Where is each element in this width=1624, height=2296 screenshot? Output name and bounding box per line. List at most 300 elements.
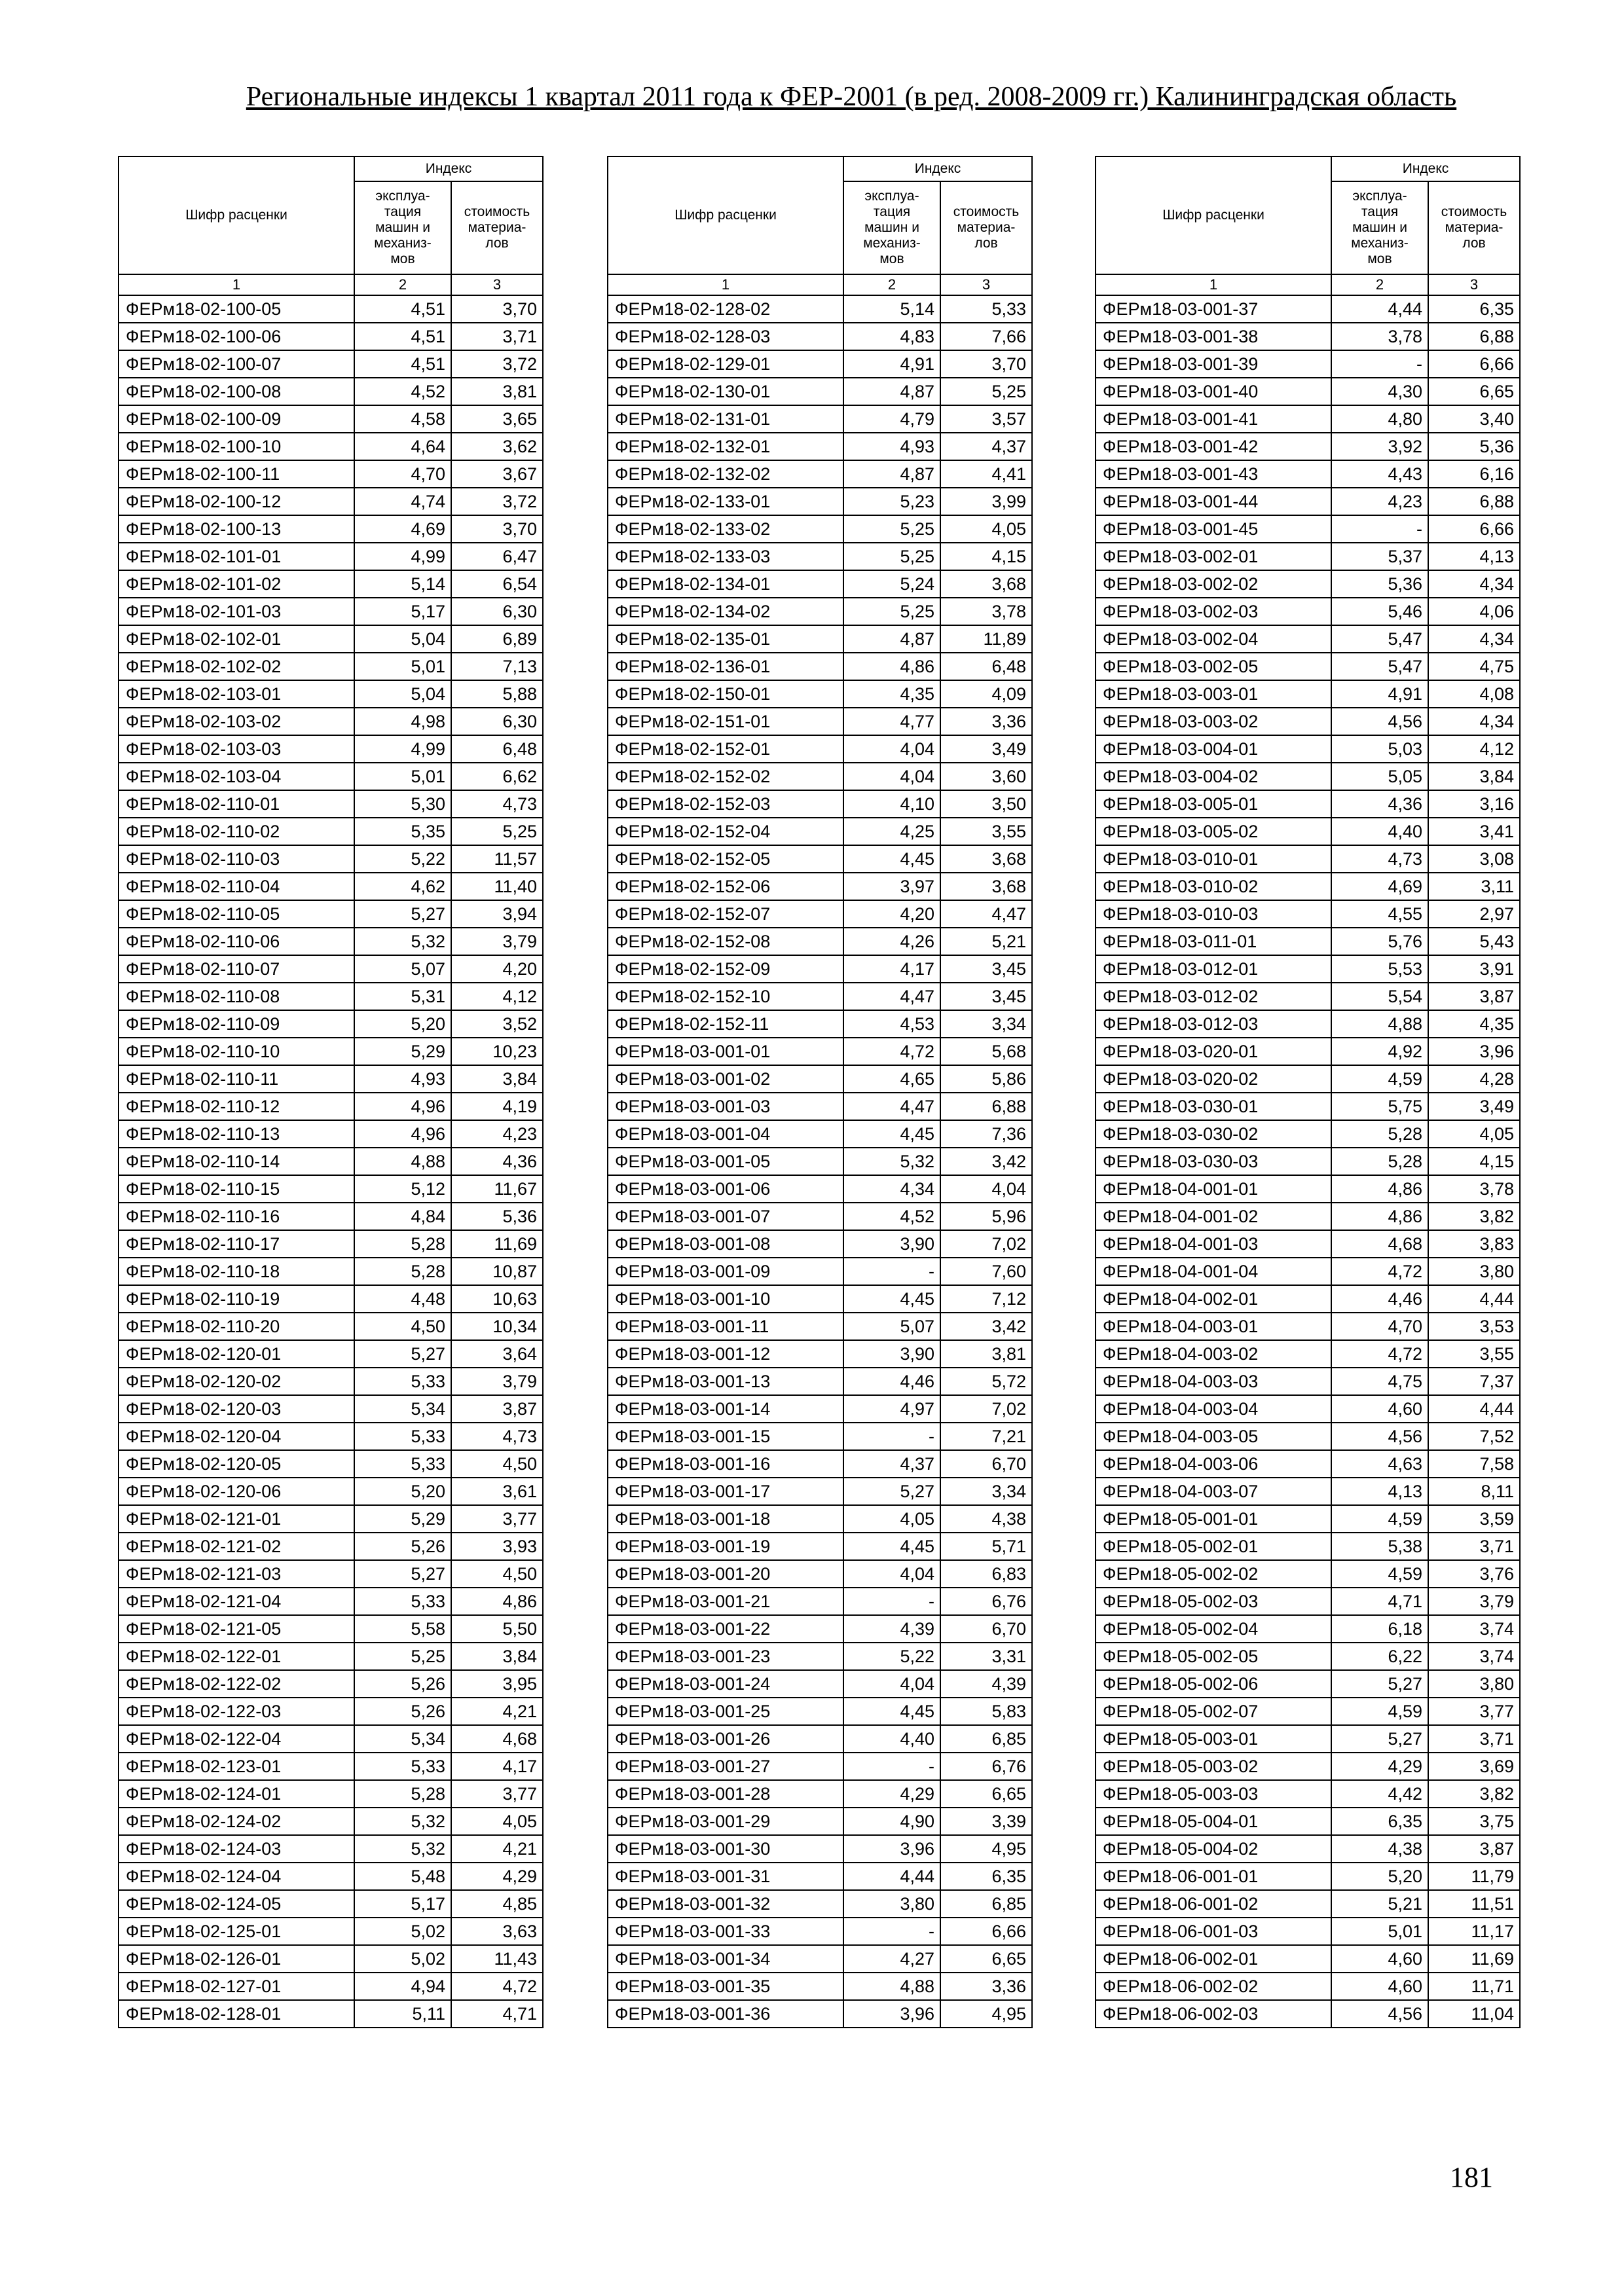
machines-index: 4,36	[1331, 790, 1428, 818]
rate-code: ФЕРм18-05-002-01	[1096, 1533, 1331, 1560]
materials-index: 3,84	[1428, 763, 1520, 790]
machines-index: 5,27	[354, 1560, 451, 1588]
machines-index: 4,56	[1331, 2000, 1428, 2028]
table-row	[1096, 350, 1520, 378]
machines-index: 4,26	[843, 928, 940, 955]
table-row	[1096, 1808, 1520, 1835]
machines-index: 5,27	[354, 900, 451, 928]
materials-index: 3,77	[451, 1505, 543, 1533]
machines-index: 3,97	[843, 873, 940, 900]
machines-index: 4,60	[1331, 1973, 1428, 2000]
machines-index: 4,04	[843, 763, 940, 790]
machines-index: 5,32	[843, 1148, 940, 1175]
machines-index: 4,99	[354, 735, 451, 763]
materials-index: 3,57	[940, 405, 1032, 433]
materials-index: 4,85	[451, 1890, 543, 1918]
materials-index: 3,59	[1428, 1505, 1520, 1533]
table-row	[1096, 1670, 1520, 1698]
materials-index: 7,02	[940, 1395, 1032, 1423]
materials-index: 4,44	[1428, 1285, 1520, 1313]
machines-index: 4,45	[843, 845, 940, 873]
rate-code: ФЕРм18-02-132-01	[608, 433, 843, 460]
table-row	[119, 295, 543, 323]
materials-index: 5,86	[940, 1065, 1032, 1093]
materials-index: 11,04	[1428, 2000, 1520, 2028]
table-row	[119, 1203, 543, 1230]
rate-code: ФЕРм18-02-100-06	[119, 323, 354, 350]
rate-code: ФЕРм18-02-128-02	[608, 295, 843, 323]
table-row	[119, 1258, 543, 1285]
table-row	[119, 1368, 543, 1395]
machines-index: 4,60	[1331, 1945, 1428, 1973]
table-row	[119, 1423, 543, 1450]
rate-code: ФЕРм18-03-001-08	[608, 1230, 843, 1258]
table-row	[1096, 295, 1520, 323]
materials-index: 3,64	[451, 1340, 543, 1368]
rate-code: ФЕРм18-02-129-01	[608, 350, 843, 378]
table-row	[608, 1230, 1032, 1258]
machines-index: 4,83	[843, 323, 940, 350]
rate-code: ФЕРм18-03-001-09	[608, 1258, 843, 1285]
table-row	[119, 1753, 543, 1780]
table-row	[119, 323, 543, 350]
rate-code: ФЕРм18-03-001-41	[1096, 405, 1331, 433]
materials-index: 3,36	[940, 708, 1032, 735]
rate-code: ФЕРм18-03-002-03	[1096, 598, 1331, 625]
machines-index: 4,52	[354, 378, 451, 405]
materials-index: 10,23	[451, 1038, 543, 1065]
table-row	[119, 1973, 543, 2000]
rate-code: ФЕРм18-06-001-02	[1096, 1890, 1331, 1918]
table-row	[1096, 1973, 1520, 2000]
rate-code: ФЕРм18-03-001-45	[1096, 515, 1331, 543]
machines-index: 5,26	[354, 1698, 451, 1725]
table-row	[119, 350, 543, 378]
materials-index: 7,21	[940, 1423, 1032, 1450]
materials-index: 4,09	[940, 680, 1032, 708]
rate-code: ФЕРм18-03-001-25	[608, 1698, 843, 1725]
materials-index: 6,16	[1428, 460, 1520, 488]
rate-code: ФЕРм18-03-001-13	[608, 1368, 843, 1395]
rate-code: ФЕРм18-03-012-03	[1096, 1010, 1331, 1038]
materials-index: 4,04	[940, 1175, 1032, 1203]
table-row	[1096, 873, 1520, 900]
table-row	[1096, 570, 1520, 598]
machines-index: 5,27	[354, 1340, 451, 1368]
machines-index: 5,46	[1331, 598, 1428, 625]
table-row	[119, 1945, 543, 1973]
materials-index: 3,74	[1428, 1643, 1520, 1670]
rate-code: ФЕРм18-05-002-03	[1096, 1588, 1331, 1615]
table-row	[608, 1973, 1032, 2000]
materials-index: 6,47	[451, 543, 543, 570]
rate-code: ФЕРм18-04-002-01	[1096, 1285, 1331, 1313]
materials-index: 3,78	[940, 598, 1032, 625]
machines-index: 4,72	[1331, 1340, 1428, 1368]
machines-index: 4,96	[354, 1093, 451, 1120]
rate-code: ФЕРм18-02-124-01	[119, 1780, 354, 1808]
rate-code: ФЕРм18-02-134-02	[608, 598, 843, 625]
materials-index: 11,43	[451, 1945, 543, 1973]
table-row	[1096, 1478, 1520, 1505]
materials-index: 6,48	[451, 735, 543, 763]
machines-index: 4,59	[1331, 1505, 1428, 1533]
table-row	[608, 1120, 1032, 1148]
materials-index: 3,96	[1428, 1038, 1520, 1065]
machines-index: 5,01	[354, 763, 451, 790]
machines-index: 4,86	[1331, 1175, 1428, 1203]
table-row	[1096, 1643, 1520, 1670]
rate-code: ФЕРм18-02-121-03	[119, 1560, 354, 1588]
machines-index: 6,22	[1331, 1643, 1428, 1670]
rate-code: ФЕРм18-03-012-01	[1096, 955, 1331, 983]
table-row	[608, 708, 1032, 735]
table-row	[1096, 1010, 1520, 1038]
materials-index: 4,19	[451, 1093, 543, 1120]
rate-code: ФЕРм18-03-001-34	[608, 1945, 843, 1973]
materials-index: 11,89	[940, 625, 1032, 653]
materials-index: 4,12	[451, 983, 543, 1010]
rate-code: ФЕРм18-05-002-05	[1096, 1643, 1331, 1670]
materials-index: 3,45	[940, 983, 1032, 1010]
rate-code: ФЕРм18-06-001-03	[1096, 1918, 1331, 1945]
rate-code: ФЕРм18-03-011-01	[1096, 928, 1331, 955]
materials-index: 3,72	[451, 350, 543, 378]
machines-index: 4,59	[1331, 1698, 1428, 1725]
table-row	[608, 1808, 1032, 1835]
machines-index: 3,90	[843, 1340, 940, 1368]
machines-index: 5,28	[1331, 1120, 1428, 1148]
materials-index: 6,54	[451, 570, 543, 598]
rate-code: ФЕРм18-05-003-02	[1096, 1753, 1331, 1780]
index-table-2	[607, 156, 1033, 2028]
rate-code: ФЕРм18-02-121-01	[119, 1505, 354, 1533]
table-row	[119, 515, 543, 543]
machines-index: 5,03	[1331, 735, 1428, 763]
materials-index: 5,25	[451, 818, 543, 845]
table-row	[1096, 1835, 1520, 1863]
rate-code: ФЕРм18-05-001-01	[1096, 1505, 1331, 1533]
table-row	[1096, 1505, 1520, 1533]
table-row	[608, 818, 1032, 845]
materials-index: 6,85	[940, 1890, 1032, 1918]
machines-index: 4,44	[1331, 295, 1428, 323]
table-row	[1096, 1423, 1520, 1450]
machines-index: 5,33	[354, 1588, 451, 1615]
materials-index: 3,93	[451, 1533, 543, 1560]
table-row	[608, 2000, 1032, 2028]
machines-index: 5,37	[1331, 543, 1428, 570]
table-row	[1096, 818, 1520, 845]
materials-index: 4,44	[1428, 1395, 1520, 1423]
materials-index: 3,84	[451, 1065, 543, 1093]
materials-index: 7,37	[1428, 1368, 1520, 1395]
header-index: Индекс	[843, 156, 1032, 181]
table-row	[119, 1340, 543, 1368]
machines-index: 5,23	[843, 488, 940, 515]
rate-code: ФЕРм18-02-102-02	[119, 653, 354, 680]
rate-code: ФЕРм18-02-100-07	[119, 350, 354, 378]
table-row	[1096, 845, 1520, 873]
rate-code: ФЕРм18-02-100-09	[119, 405, 354, 433]
materials-index: 10,63	[451, 1285, 543, 1313]
materials-index: 4,41	[940, 460, 1032, 488]
table-row	[608, 515, 1032, 543]
rate-code: ФЕРм18-06-001-01	[1096, 1863, 1331, 1890]
table-row	[119, 1643, 543, 1670]
materials-index: 4,50	[451, 1450, 543, 1478]
materials-index: 4,21	[451, 1698, 543, 1725]
table-row	[1096, 1258, 1520, 1285]
table-row	[119, 818, 543, 845]
machines-index: 4,29	[843, 1780, 940, 1808]
table-row	[1096, 1065, 1520, 1093]
table-row	[119, 460, 543, 488]
materials-index: 4,08	[1428, 680, 1520, 708]
rate-code: ФЕРм18-02-120-06	[119, 1478, 354, 1505]
materials-index: 5,50	[451, 1615, 543, 1643]
materials-index: 5,21	[940, 928, 1032, 955]
table-row	[1096, 1340, 1520, 1368]
table-row	[119, 1038, 543, 1065]
machines-index: 4,40	[843, 1725, 940, 1753]
machines-index: 5,20	[354, 1010, 451, 1038]
table-row	[608, 1368, 1032, 1395]
table-row	[1096, 405, 1520, 433]
table-row	[608, 1203, 1032, 1230]
machines-index: 4,45	[843, 1285, 940, 1313]
materials-index: 4,15	[940, 543, 1032, 570]
table-row	[1096, 900, 1520, 928]
table-row	[119, 1230, 543, 1258]
rate-code: ФЕРм18-02-103-02	[119, 708, 354, 735]
machines-index: 4,10	[843, 790, 940, 818]
machines-index: 5,34	[354, 1725, 451, 1753]
rate-code: ФЕРм18-02-131-01	[608, 405, 843, 433]
table-row	[119, 1588, 543, 1615]
machines-index: 5,30	[354, 790, 451, 818]
table-row	[1096, 598, 1520, 625]
rate-code: ФЕРм18-03-001-15	[608, 1423, 843, 1450]
machines-index: 4,13	[1331, 1478, 1428, 1505]
table-row	[119, 1725, 543, 1753]
rate-code: ФЕРм18-02-124-05	[119, 1890, 354, 1918]
materials-index: 4,34	[1428, 570, 1520, 598]
materials-index: 3,39	[940, 1808, 1032, 1835]
table-row	[608, 1313, 1032, 1340]
machines-index: 4,93	[843, 433, 940, 460]
table-row	[608, 1588, 1032, 1615]
table-row	[1096, 1148, 1520, 1175]
rate-code: ФЕРм18-02-122-03	[119, 1698, 354, 1725]
materials-index: 3,70	[940, 350, 1032, 378]
rate-code: ФЕРм18-03-002-01	[1096, 543, 1331, 570]
machines-index: 4,51	[354, 323, 451, 350]
materials-index: 4,17	[451, 1753, 543, 1780]
rate-code: ФЕРм18-02-152-10	[608, 983, 843, 1010]
materials-index: 6,65	[1428, 378, 1520, 405]
materials-index: 4,86	[451, 1588, 543, 1615]
materials-index: 2,97	[1428, 900, 1520, 928]
table-row	[119, 735, 543, 763]
materials-index: 3,80	[1428, 1670, 1520, 1698]
materials-index: 3,61	[451, 1478, 543, 1505]
table-row	[119, 928, 543, 955]
machines-index: 4,88	[1331, 1010, 1428, 1038]
machines-index: 4,44	[843, 1863, 940, 1890]
materials-index: 6,48	[940, 653, 1032, 680]
machines-index: 3,90	[843, 1230, 940, 1258]
rate-code: ФЕРм18-03-030-01	[1096, 1093, 1331, 1120]
table-row	[1096, 955, 1520, 983]
table-row	[608, 1505, 1032, 1533]
materials-index: 6,65	[940, 1780, 1032, 1808]
machines-index: 5,76	[1331, 928, 1428, 955]
rate-code: ФЕРм18-02-100-11	[119, 460, 354, 488]
machines-index: 5,26	[354, 1533, 451, 1560]
machines-index: 5,02	[354, 1945, 451, 1973]
rate-code: ФЕРм18-02-124-04	[119, 1863, 354, 1890]
machines-index: 5,22	[843, 1643, 940, 1670]
machines-index: 4,97	[843, 1395, 940, 1423]
table-row	[119, 1808, 543, 1835]
table-row	[119, 1285, 543, 1313]
table-row	[1096, 763, 1520, 790]
materials-index: 4,34	[1428, 625, 1520, 653]
rate-code: ФЕРм18-02-136-01	[608, 653, 843, 680]
materials-index: 5,33	[940, 295, 1032, 323]
rate-code: ФЕРм18-02-128-01	[119, 2000, 354, 2028]
table-row	[608, 1643, 1032, 1670]
rate-code: ФЕРм18-03-020-01	[1096, 1038, 1331, 1065]
machines-index: 5,33	[354, 1450, 451, 1478]
rate-code: ФЕРм18-03-001-28	[608, 1780, 843, 1808]
machines-index: 4,59	[1331, 1065, 1428, 1093]
machines-index: 5,47	[1331, 653, 1428, 680]
rate-code: ФЕРм18-02-133-02	[608, 515, 843, 543]
machines-index: 5,32	[354, 928, 451, 955]
table-row	[608, 735, 1032, 763]
rate-code: ФЕРм18-05-004-02	[1096, 1835, 1331, 1863]
machines-index: 4,60	[1331, 1395, 1428, 1423]
machines-index: 4,73	[1331, 845, 1428, 873]
rate-code: ФЕРм18-02-150-01	[608, 680, 843, 708]
machines-index: 5,01	[1331, 1918, 1428, 1945]
table-row	[119, 1093, 543, 1120]
machines-index: 4,42	[1331, 1780, 1428, 1808]
materials-index: 3,52	[451, 1010, 543, 1038]
materials-index: 3,68	[940, 845, 1032, 873]
materials-index: 4,72	[451, 1973, 543, 2000]
materials-index: 4,28	[1428, 1065, 1520, 1093]
rate-code: ФЕРм18-04-003-03	[1096, 1368, 1331, 1395]
rate-code: ФЕРм18-05-003-01	[1096, 1725, 1331, 1753]
machines-index: 3,96	[843, 2000, 940, 2028]
machines-index: -	[843, 1258, 940, 1285]
materials-index: 3,42	[940, 1148, 1032, 1175]
rate-code: ФЕРм18-02-152-03	[608, 790, 843, 818]
table-row	[1096, 1560, 1520, 1588]
table-row	[608, 1890, 1032, 1918]
materials-index: 5,36	[451, 1203, 543, 1230]
rate-code: ФЕРм18-02-110-16	[119, 1203, 354, 1230]
table-row	[119, 1148, 543, 1175]
machines-index: 4,98	[354, 708, 451, 735]
rate-code: ФЕРм18-03-012-02	[1096, 983, 1331, 1010]
rate-code: ФЕРм18-04-003-01	[1096, 1313, 1331, 1340]
rate-code: ФЕРм18-02-110-10	[119, 1038, 354, 1065]
materials-index: 6,88	[1428, 488, 1520, 515]
rate-code: ФЕРм18-02-151-01	[608, 708, 843, 735]
rate-code: ФЕРм18-02-128-03	[608, 323, 843, 350]
machines-index: 4,86	[1331, 1203, 1428, 1230]
rate-code: ФЕРм18-02-122-01	[119, 1643, 354, 1670]
table-row	[119, 1450, 543, 1478]
machines-index: 5,35	[354, 818, 451, 845]
table-row	[608, 873, 1032, 900]
materials-index: 5,71	[940, 1533, 1032, 1560]
rate-code: ФЕРм18-02-152-08	[608, 928, 843, 955]
table-row	[608, 1285, 1032, 1313]
table-row	[119, 983, 543, 1010]
rate-code: ФЕРм18-03-030-02	[1096, 1120, 1331, 1148]
machines-index: 4,04	[843, 1560, 940, 1588]
rate-code: ФЕРм18-02-110-18	[119, 1258, 354, 1285]
materials-index: 7,52	[1428, 1423, 1520, 1450]
machines-index: 4,74	[354, 488, 451, 515]
machines-index: 5,31	[354, 983, 451, 1010]
rate-code: ФЕРм18-03-001-39	[1096, 350, 1331, 378]
machines-index: 4,56	[1331, 708, 1428, 735]
machines-index: 5,11	[354, 2000, 451, 2028]
machines-index: 4,91	[1331, 680, 1428, 708]
table-row	[608, 1863, 1032, 1890]
rate-code: ФЕРм18-02-123-01	[119, 1753, 354, 1780]
rate-code: ФЕРм18-02-110-08	[119, 983, 354, 1010]
materials-index: 3,55	[940, 818, 1032, 845]
materials-index: 3,34	[940, 1010, 1032, 1038]
machines-index: -	[843, 1918, 940, 1945]
materials-index: 6,35	[1428, 295, 1520, 323]
rate-code: ФЕРм18-02-120-01	[119, 1340, 354, 1368]
rate-code: ФЕРм18-03-001-27	[608, 1753, 843, 1780]
rate-code: ФЕРм18-02-100-13	[119, 515, 354, 543]
machines-index: 5,27	[1331, 1670, 1428, 1698]
table-row	[608, 1780, 1032, 1808]
rate-code: ФЕРм18-02-132-02	[608, 460, 843, 488]
table-row	[119, 845, 543, 873]
materials-index: 3,74	[1428, 1615, 1520, 1643]
rate-code: ФЕРм18-02-110-13	[119, 1120, 354, 1148]
rate-code: ФЕРм18-03-001-31	[608, 1863, 843, 1890]
machines-index: 5,14	[843, 295, 940, 323]
rate-code: ФЕРм18-02-130-01	[608, 378, 843, 405]
table-row	[608, 1395, 1032, 1423]
rate-code: ФЕРм18-02-103-04	[119, 763, 354, 790]
rate-code: ФЕРм18-02-125-01	[119, 1918, 354, 1945]
machines-index: 3,92	[1331, 433, 1428, 460]
materials-index: 11,67	[451, 1175, 543, 1203]
table-row	[119, 405, 543, 433]
materials-index: 3,41	[1428, 818, 1520, 845]
table-row	[1096, 378, 1520, 405]
header-index: Индекс	[1331, 156, 1520, 181]
table-row	[1096, 1698, 1520, 1725]
rate-code: ФЕРм18-02-110-01	[119, 790, 354, 818]
materials-index: 3,34	[940, 1478, 1032, 1505]
materials-index: 6,88	[940, 1093, 1032, 1120]
materials-index: 3,77	[451, 1780, 543, 1808]
